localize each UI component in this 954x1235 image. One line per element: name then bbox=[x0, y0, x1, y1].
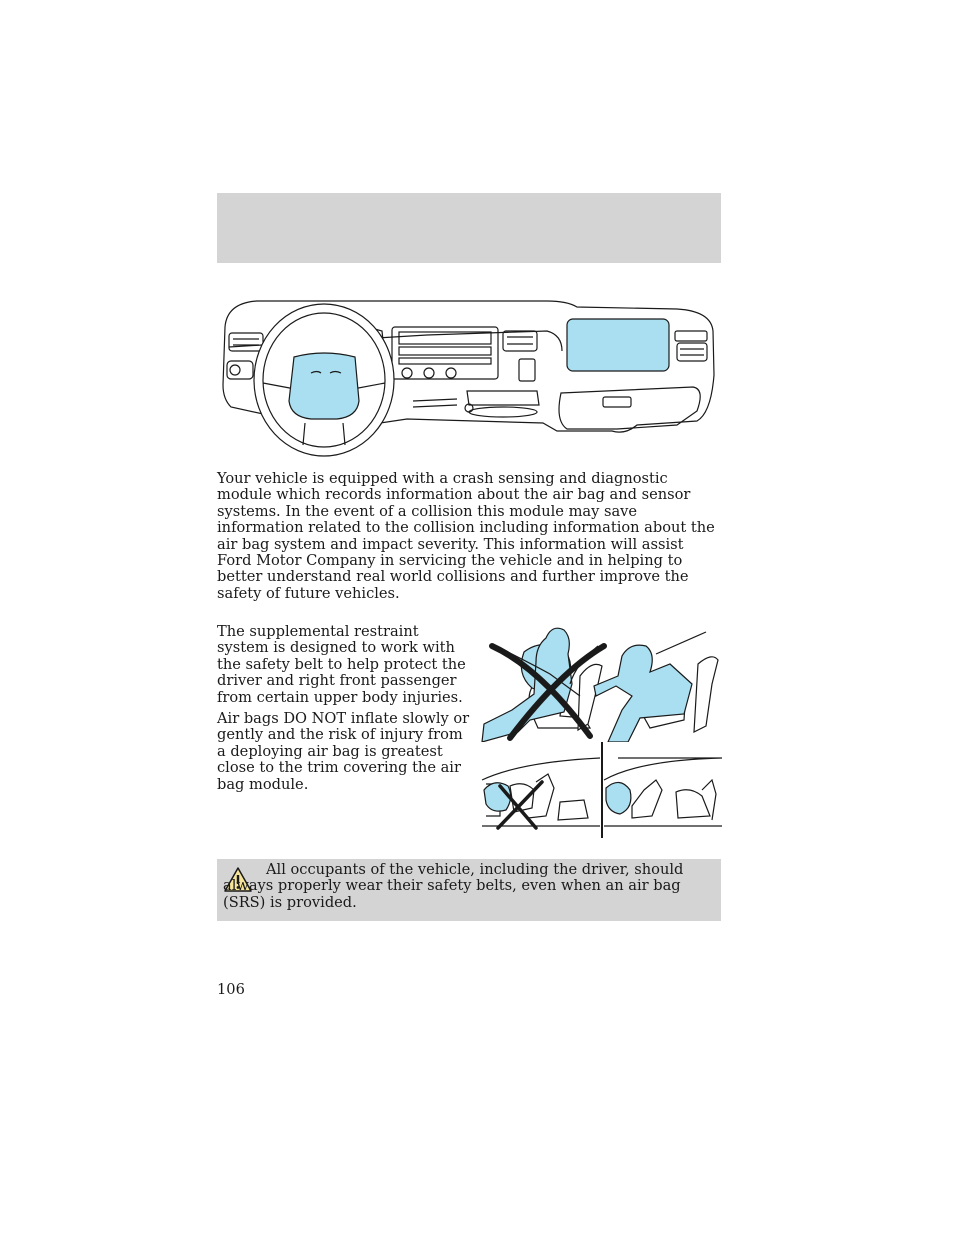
vehicle-side-illustrations bbox=[480, 742, 722, 840]
proper-distance-occupant-figure bbox=[594, 632, 718, 742]
srs-paragraph-1: The supplemental restraint system is designed to work with the safety belt to help protect the driver and right front passenger from certain upper body injuries. bbox=[217, 623, 466, 706]
right-vent-upper bbox=[675, 331, 707, 341]
srs-paragraph-2: Air bags DO NOT inflate slowly or gently and the risk of injury from a deploying air bag is greatest close to the trim covering the air bag module. bbox=[217, 710, 470, 793]
passenger-airbag-deployed bbox=[606, 782, 631, 814]
child-seat-rear-figure bbox=[604, 758, 722, 826]
child-seat-front-figure bbox=[482, 758, 600, 828]
left-vent bbox=[229, 333, 263, 351]
passenger-airbag-cover bbox=[567, 319, 669, 371]
occupant-position-illustrations bbox=[480, 624, 722, 742]
intro-paragraph: Your vehicle is equipped with a crash sensing and diagnostic module which records information about the air bag and sensor systems. In the event of a collision this module may save information related to the collision including information about the air bag system and impact severity. This information will assist Ford Motor Company in servicing the vehicle and in helping to better understand real world collisions and further improve the safety of future vehicles. bbox=[217, 470, 715, 602]
front-airbag-with-child-seat bbox=[484, 783, 511, 811]
warning-text: All occupants of the vehicle, including the driver, should always properly wear their safety belts, even when an air bag (SRS) is provided. bbox=[223, 861, 684, 911]
driver-airbag-cover bbox=[289, 353, 359, 419]
page-number: 106 bbox=[217, 981, 245, 998]
right-vent bbox=[677, 343, 707, 361]
dashboard-airbag-illustration bbox=[217, 295, 721, 460]
ashtray bbox=[467, 391, 539, 405]
warning-box bbox=[217, 859, 721, 921]
glove-box-latch bbox=[603, 397, 631, 407]
center-vent bbox=[503, 331, 537, 351]
switch-pod bbox=[519, 359, 535, 381]
header-band bbox=[217, 193, 721, 263]
